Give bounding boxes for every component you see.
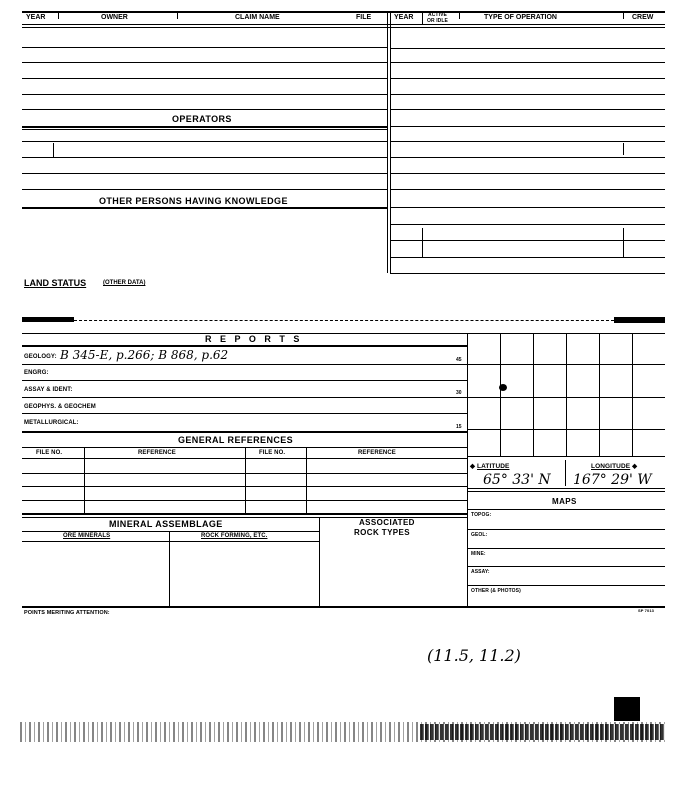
header-year-2: YEAR — [394, 14, 414, 21]
longitude-text: LONGITUDE — [591, 463, 631, 470]
mineral-assemblage-heading: MINERAL ASSEMBLAGE — [109, 519, 223, 529]
reports-heading: R E P O R T S — [205, 334, 303, 344]
geol-label: GEOL: — [471, 532, 488, 538]
header-or-idle: OR IDLE — [427, 18, 448, 24]
mine-label: MINE: — [471, 551, 486, 557]
handwritten-annotation: (11.5, 11.2) — [427, 646, 521, 665]
rock-types-label: ROCK TYPES — [354, 528, 411, 537]
file-no-header-2: FILE NO. — [259, 450, 286, 456]
scan-smear — [22, 317, 74, 322]
metallurgical-number: 15 — [456, 424, 462, 430]
file-no-header: FILE NO. — [36, 450, 63, 456]
header-year: YEAR — [26, 14, 46, 21]
header-claim-name: CLAIM NAME — [235, 14, 280, 21]
scan-noise-dense — [420, 724, 665, 740]
longitude-value: 167° 29' W — [573, 472, 652, 488]
land-status-label: LAND STATUS — [24, 278, 87, 288]
scan-smear — [614, 317, 665, 323]
geophys-label: GEOPHYS. & GEOCHEM — [24, 404, 96, 410]
associated-label: ASSOCIATED — [359, 518, 415, 527]
other-persons-heading: OTHER PERSONS HAVING KNOWLEDGE — [99, 196, 288, 206]
reference-header-2: REFERENCE — [358, 450, 396, 456]
longitude-label: LONGITUDE ◆ — [591, 463, 638, 470]
geology-value: B 345-E, p.266; B 868, p.62 — [60, 348, 229, 362]
header-type-of-operation: TYPE OF OPERATION — [484, 14, 557, 21]
latitude-value: 65° 33' N — [483, 472, 551, 488]
general-references-heading: GENERAL REFERENCES — [178, 435, 294, 445]
assay-number: 30 — [456, 390, 462, 396]
latitude-label: ◆ LATITUDE — [470, 463, 510, 470]
ore-minerals-header: ORE MINERALS — [63, 533, 111, 539]
maps-heading: MAPS — [552, 497, 577, 506]
reference-header: REFERENCE — [138, 450, 176, 456]
metallurgical-label: METALLURGICAL: — [24, 420, 79, 426]
rock-forming-header: ROCK FORMING, ETC. — [201, 533, 268, 539]
engrg-label: ENGRG: — [24, 370, 49, 376]
header-crew: CREW — [632, 14, 654, 21]
header-active: ACTIVE — [428, 12, 447, 18]
header-file: FILE — [356, 14, 372, 21]
land-status-sublabel: (OTHER DATA) — [103, 280, 146, 286]
assay-map-label: ASSAY: — [471, 569, 490, 575]
geology-label: GEOLOGY: — [24, 354, 57, 360]
geology-number: 45 — [456, 357, 462, 363]
scan-block — [614, 697, 640, 721]
other-photos-label: OTHER (& PHOTOS) — [471, 588, 521, 594]
points-meriting-attention: POINTS MERITING ATTENTION: — [24, 610, 110, 616]
operators-heading: OPERATORS — [172, 114, 232, 124]
header-owner: OWNER — [101, 14, 128, 21]
topog-label: TOPOG: — [471, 512, 492, 518]
form-number: SP 7013 — [638, 608, 654, 613]
latitude-text: LATITUDE — [477, 463, 510, 470]
assay-label: ASSAY & IDENT: — [24, 387, 73, 393]
location-mark — [499, 384, 507, 391]
